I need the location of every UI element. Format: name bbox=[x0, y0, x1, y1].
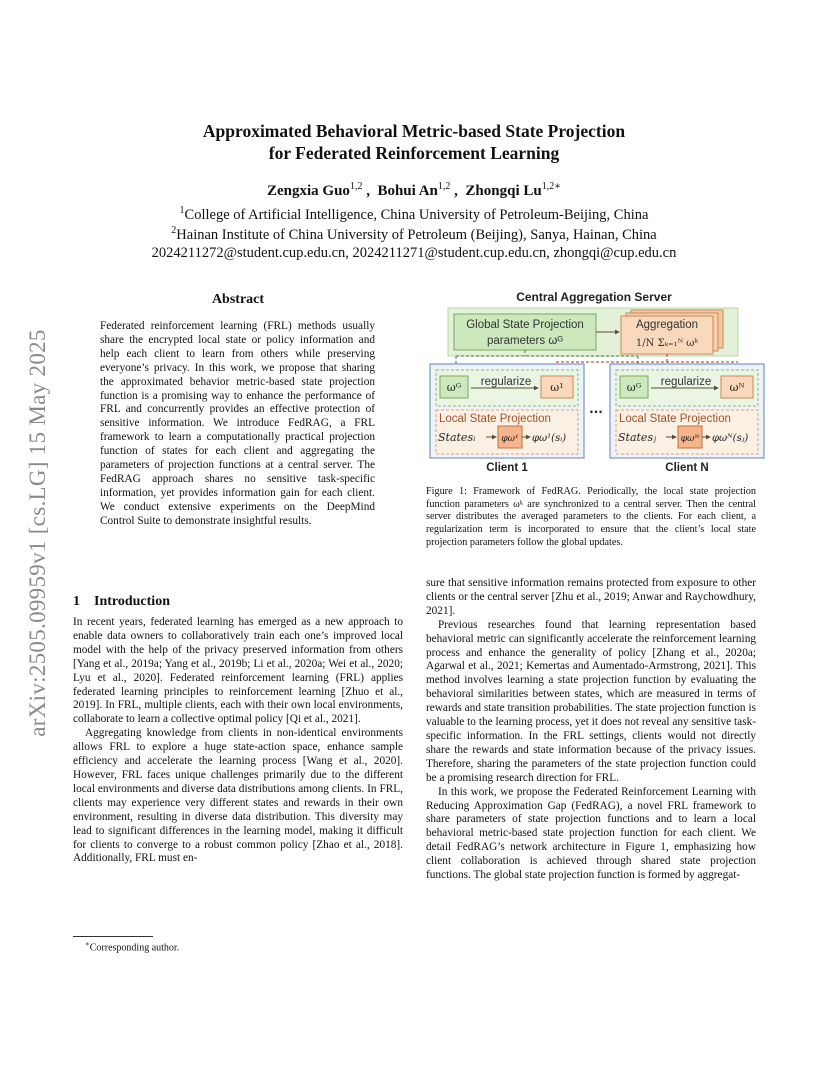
paragraph: In this work, we propose the Federated Reinforcement Learning with Reducing Approximation Gap (FedRAG), a novel FRL framework to share parameters of state projection functions and to learn a local behavioral metric-based state projection function for each client. We detail FedRAG’s network architecture in Figure 1, emphasizing how client collaboration is achieved through shared state projection functions. The global state projection function is formed by aggregat- bbox=[426, 785, 756, 882]
footnote-text: Corresponding author. bbox=[89, 942, 180, 954]
affiliation-text: College of Artificial Intelligence, China University of Petroleum-Beijing, China bbox=[184, 206, 649, 223]
global-box-line1: Global State Projection bbox=[466, 319, 584, 331]
affiliation-1 bbox=[0, 205, 828, 224]
abstract-body: Federated reinforcement learning (FRL) methods usually share the encrypted local state or policy information and help each client to learn from others while preserving everyone’s privacy. In this work, we propose that sharing the approximated behavior metric-based state projection function is a promising way to enhance the performance of FRL and concurrently provides an effective protection of sensitive information. We introduce FedRAG, a FRL framework to learn a computationally practical projection function of states for each client and aggregating the parameters of projection functions at a central server. The FedRAG approach shares no sensitive task-specific information, yet provides information gain for each client. We conduct extensive experiments on the DeepMind Control Suite to demonstrate insightful results. bbox=[100, 320, 375, 527]
clientN-label: Client N bbox=[665, 462, 709, 474]
client1-phi: φω¹ bbox=[501, 434, 519, 444]
right-column-text bbox=[426, 577, 756, 883]
footnote-rule bbox=[73, 936, 153, 937]
figure-framework-diagram bbox=[426, 288, 766, 478]
paragraph: In recent years, federated learning has emerged as a new approach to enable data owners to collaboratively train each one’s improved local model with the help of the privacy preserved information from others [Yang et al., 2019a; Yang et al., 2019b; Li et al., 2020a; Wei et al., 2020; Lyu et al., 2020]. Federated reinforcement learning (FRL) applies federated learning principles to reinforcement learning [Zhuo et al., 2019]. In FRL, multiple clients, each with their own local environments, collaborate to learn a collective optimal policy [Qi et al., 2021]. bbox=[73, 616, 403, 726]
aggregation-formula: 1/N Σₖ₌₁ᴺ ωᵏ bbox=[635, 338, 699, 349]
client1-regularize-label: regularize bbox=[480, 376, 532, 388]
clientN-projection-label: Local State Projection bbox=[619, 413, 731, 425]
clientN-omega-g: ωᴳ bbox=[626, 381, 642, 394]
author-emails: 2024211272@student.cup.edu.cn, 2024211271@student.cup.edu.cn, zhongqi@cup.edu.cn bbox=[151, 245, 677, 261]
introduction-text bbox=[73, 616, 403, 866]
author-name: Bohui An bbox=[377, 183, 438, 199]
author-list: Zengxia Guo$^{1,2}$ , Bohui An$^{1,2}$ , Zhongqi $Lu^{1,2∗}$ bbox=[267, 181, 561, 199]
paragraph: sure that sensitive information remains protected from exposure to other clients or the central server [Zhu et al., 2019; Anwar and Raychowdhury, 2021]. bbox=[426, 577, 756, 617]
section-title: Introduction bbox=[94, 594, 170, 609]
server-label: Central Aggregation Server bbox=[516, 290, 672, 304]
affiliation-2 bbox=[0, 225, 828, 244]
clients-ellipsis: ··· bbox=[589, 405, 603, 419]
author-name: Zhongqi Lu bbox=[465, 183, 542, 199]
clientN-states: Statesⱼ bbox=[618, 431, 656, 444]
abstract-heading: Abstract bbox=[211, 292, 265, 307]
paper-title-line-1: Approximated Behavioral Metric-based State Projection bbox=[202, 121, 626, 141]
global-box-line2: parameters ωᴳ bbox=[486, 335, 564, 347]
aggregation-label: Aggregation bbox=[635, 319, 699, 331]
paragraph: Previous researches found that learning representation based behavioral metric can significantly accelerate the reinforcement learning process and enhance the generality of policy [Zhang et al., 2020a; Agarwal et al., 2021; Kemertas and Aumentado-Armstrong, 2021]. This method involves learning a state projection function by evaluating the behavioral similarities between states, which are measured in terms of rewards and state transition probabilities. The state projection function is valuable to the learning process, yet it does not reveal any sensitive task-specific information. In the FRL settings, clients would not directly share the rewards and state information because of the privacy issues. Therefore, sharing the parameters of the state projection function could be a promising research direction for FRL. bbox=[426, 618, 756, 784]
client1-omega-g: ωᴳ bbox=[446, 381, 462, 394]
author-affil: 1,2∗ bbox=[541, 181, 561, 192]
author-affil: 1,2 bbox=[349, 181, 363, 192]
footnote-mark: ∗ bbox=[85, 940, 90, 948]
affiliation-text: Hainan Institute of China University of Petroleum (Beijing), Sanya, Hainan, China bbox=[176, 226, 657, 243]
section-heading bbox=[73, 594, 170, 610]
client1-omega-local: ω¹ bbox=[550, 381, 564, 394]
arxiv-identifier bbox=[20, 298, 56, 768]
client1-phi-output: φω¹(sᵢ) bbox=[532, 433, 567, 444]
paper-title-line-2: for Federated Reinforcement Learning bbox=[268, 143, 560, 163]
arxiv-identifier-text: arXiv:2505.09959v1 [cs.LG] 15 May 2025 bbox=[25, 329, 50, 737]
clientN-phi-output: φωᴺ(sⱼ) bbox=[712, 433, 749, 444]
affiliation-mark: 2 bbox=[171, 225, 177, 236]
section-number: 1 bbox=[73, 594, 80, 609]
footnote bbox=[85, 940, 179, 953]
client1-states: Statesᵢ bbox=[438, 431, 476, 444]
clientN-regularize-label: regularize bbox=[660, 376, 712, 388]
figure-caption: Figure 1: Framework of FedRAG. Periodically, the local state projection function parameters ωᵏ are synchronized to a central server. Then the central server distributes the averaged parameters to the clients. For each client, a regularization term is incorporated to ensure that the client’s local state projection parameters follow the global updates. bbox=[426, 486, 756, 548]
affiliation-mark: 1 bbox=[179, 205, 185, 216]
clientN-omega-local: ωᴺ bbox=[729, 381, 745, 394]
clientN-phi: φωᴺ bbox=[680, 434, 700, 444]
paragraph: Aggregating knowledge from clients in non-identical environments allows FRL to explore a huge state-action space, enhance sample efficiency and accelerate the learning process [Wang et al., 2020]. However, FRL faces unique challenges primarily due to the different local environments and diverse data distributions among clients. In FRL, clients may experience very different states and rewards in their own environment, resulting in diverse data distribution. This diversity may lead to significant differences in the learning model, making it difficult for clients to converge to a robust common policy [Zhao et al., 2018]. Additionally, FRL must en- bbox=[73, 727, 403, 865]
author-name: Zengxia Guo bbox=[267, 183, 350, 199]
client1-label: Client 1 bbox=[486, 462, 528, 474]
client1-projection-label: Local State Projection bbox=[439, 413, 551, 425]
author-affil: 1,2 bbox=[437, 181, 451, 192]
